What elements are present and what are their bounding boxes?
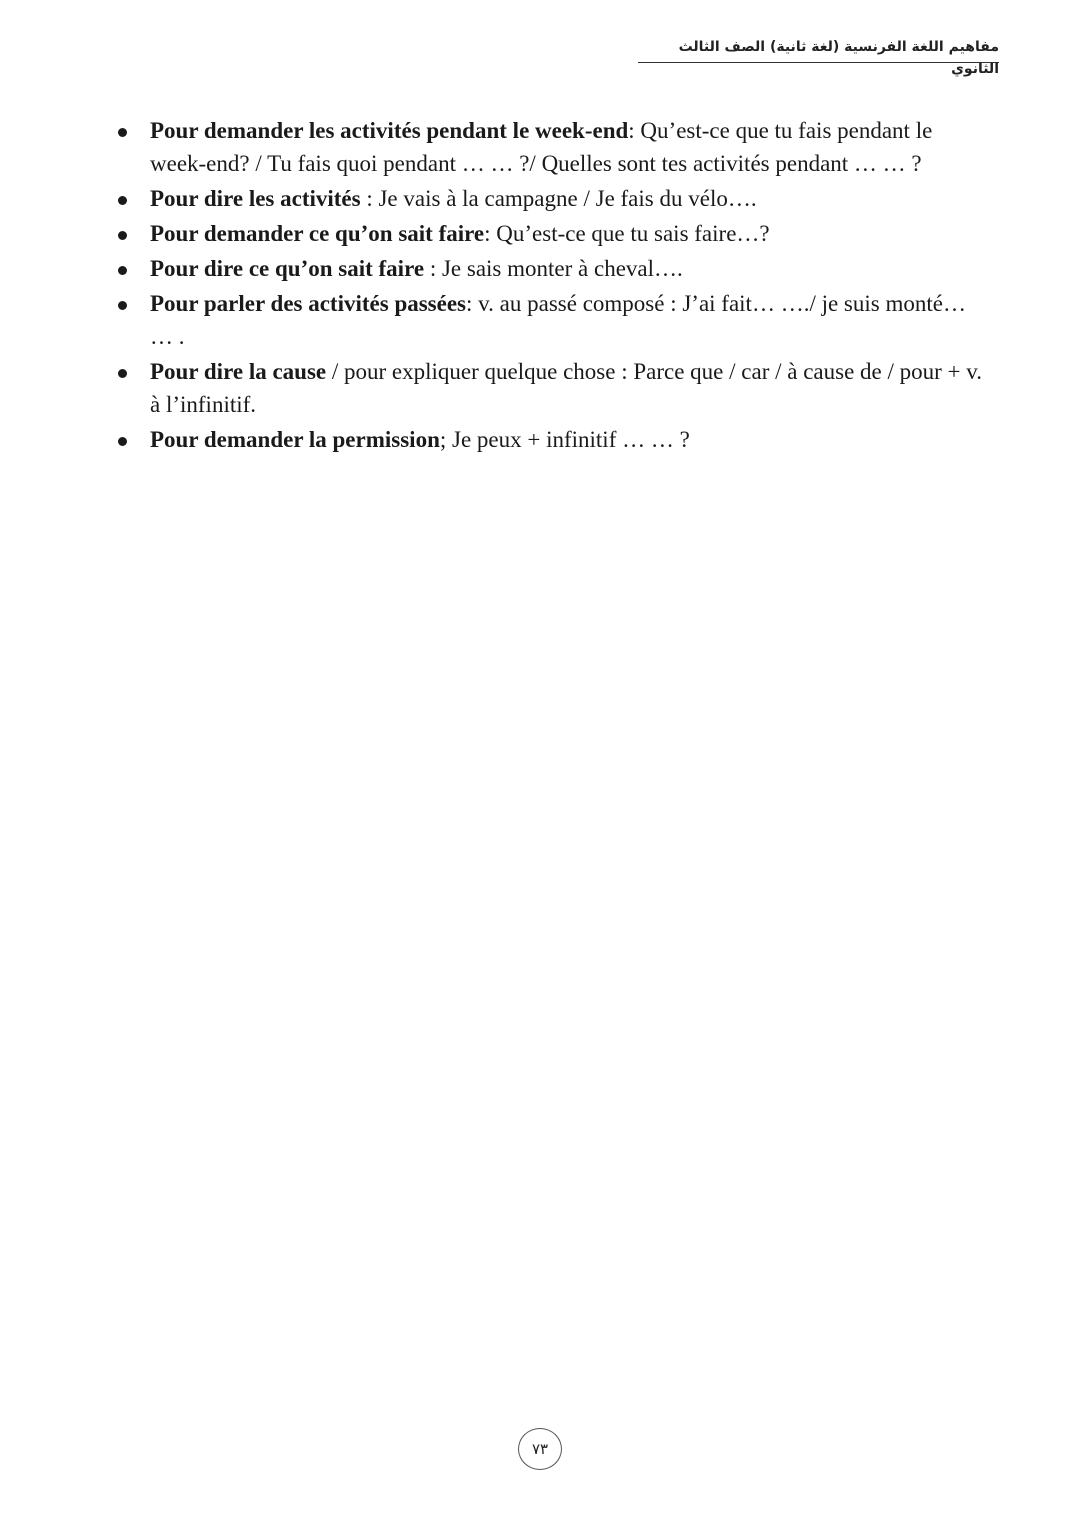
bullet-icon [118,266,127,275]
item-heading: Pour demander la permission [150,427,440,452]
list-item [118,217,988,250]
page-header [638,36,999,77]
bullet-icon [118,437,127,446]
item-text: ; Je peux + infinitif … … ? [439,427,690,452]
item-heading: Pour dire la cause [150,359,327,384]
list-item [118,114,988,180]
item-heading: Pour dire les activités [150,186,361,211]
bullet-icon [118,301,127,310]
bullet-list [118,114,988,456]
item-heading: Pour dire ce qu’on sait faire [150,256,425,281]
item-text: / pour expliquer quelque chose : Parce que / car / à cause de / pour + v. à l’infinitif. [150,359,983,417]
item-text: : Je vais à la campagne / Je fais du vélo…. [360,186,757,211]
item-heading: Pour demander les activités pendant le week-end [150,118,629,143]
item-text: : Qu’est-ce que tu sais faire…? [484,221,770,246]
list-item [118,182,988,215]
item-heading: Pour demander ce qu’on sait faire [150,221,485,246]
header-title: مفاهيم اللغة الفرنسية (لغة ثانية) الصف الثالث الثانوي [678,39,999,77]
page-number: ٧٣ [518,1428,562,1470]
list-item [118,252,988,285]
item-text: : Qu’est-ce que tu fais pendant le week-end? / Tu fais quoi pendant … … ?/ Quelles sont tes activités pendant … … ? [150,118,933,176]
main-content [118,114,988,458]
list-item [118,287,988,353]
bullet-icon [118,128,127,137]
item-text: : v. au passé composé : J’ai fait… …./ je suis monté… … . [150,291,966,349]
item-text: : Je sais monter à cheval…. [424,256,683,281]
bullet-icon [118,231,127,240]
list-item [118,355,988,421]
list-item [118,423,988,456]
item-heading: Pour parler des activités passées [150,291,467,316]
bullet-icon [118,369,127,378]
bullet-icon [118,196,127,205]
